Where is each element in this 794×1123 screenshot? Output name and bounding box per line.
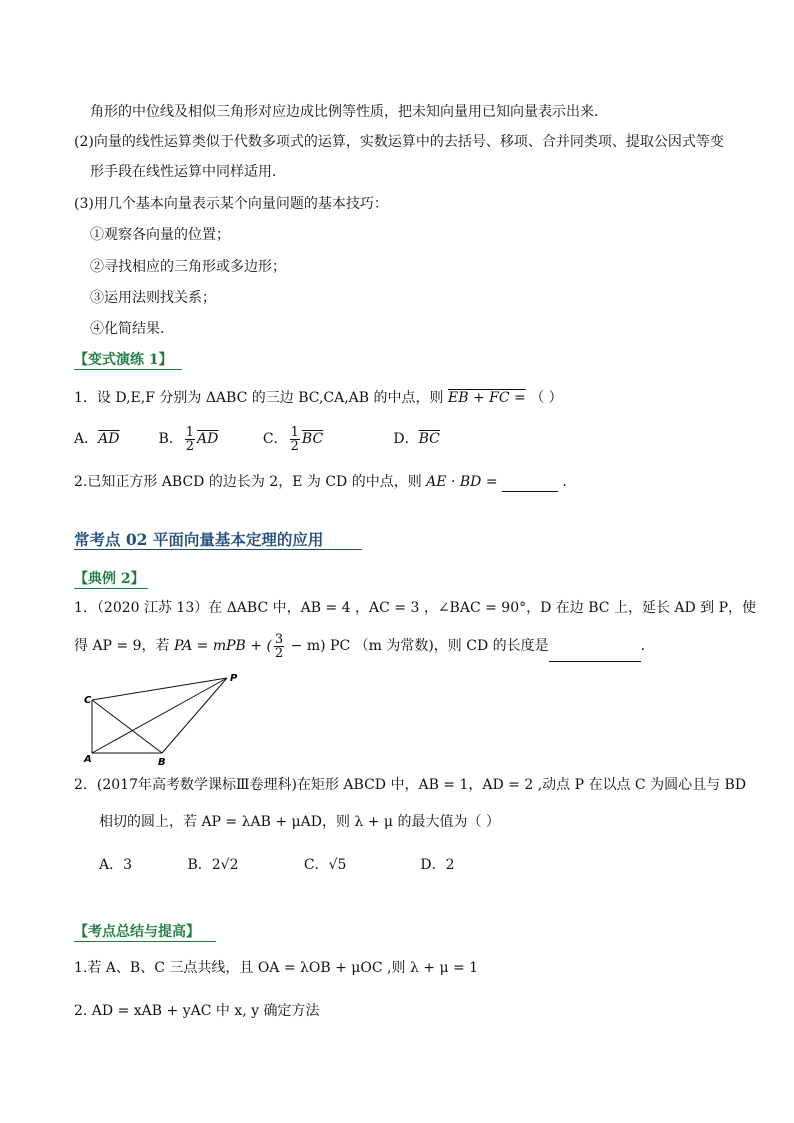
example2-q1-line2 <box>74 630 655 662</box>
variant1-q2-tail: ． <box>562 474 577 490</box>
example2-q1-tail: ． <box>640 638 655 654</box>
summary-heading: 【考点总结与提高】 <box>74 924 200 940</box>
example2-q2-options <box>99 855 500 875</box>
intro-line-6: ②寻找相应的三角形或多边形； <box>90 259 286 275</box>
intro-line-3: 形手段在线性运算中同样适用． <box>90 164 286 180</box>
variant1-q1-paren: （ ） <box>530 390 563 406</box>
intro-line-8: ④化简结果. <box>90 321 165 337</box>
q2-option-b-label: B． <box>187 857 212 873</box>
section2-title: 常考点 02 平面向量基本定理的应用 <box>74 530 324 549</box>
example2-q1-line1: 1．（2020 江苏 13）在 ΔABC 中，AB = 4 ，AC = 3 ，∠BAC = 90°，D 在边 BC 上，延长 AD 到 P，使 <box>74 600 757 616</box>
q2-option-a-label: A． <box>99 857 124 873</box>
example2-heading-underline <box>74 588 148 589</box>
q2-option-d[interactable] <box>420 855 500 875</box>
q2-option-b-value: 2√2 <box>211 857 239 873</box>
option-b[interactable] <box>158 424 258 454</box>
q2-option-c-label: C． <box>303 857 329 873</box>
variant1-q1-expr: EB + FC = <box>447 390 526 406</box>
label-p: P <box>230 673 238 684</box>
example2-q2-line1: 2．(2017年高考数学课标Ⅲ卷理科)在矩形 ABCD 中，AB = 1，AD = 2 ,动点 P 在以点 C 为圆心且与 BD <box>74 777 747 793</box>
q2-option-d-value: 2 <box>445 857 455 873</box>
variant1-q1-text: 1．设 D,E,F 分别为 ΔABC 的三边 BC,CA,AB 的中点，则 <box>74 390 448 406</box>
edge-bp <box>162 678 227 753</box>
summary-line-2: 2. AD = xAB + yAC 中 x, y 确定方法 <box>74 1003 320 1019</box>
example2-q1-fraction: $\frac{3}{2}$ <box>274 631 284 661</box>
intro-line-4: (3)用几个基本向量表示某个向量问题的基本技巧： <box>74 196 388 212</box>
option-d-vector: $\overline{BC}$ <box>418 431 440 447</box>
q2-option-b[interactable] <box>187 855 299 875</box>
option-d-label: D． <box>393 431 419 447</box>
variant1-q2-expr: AE · BD = <box>426 474 498 490</box>
option-a[interactable] <box>74 424 154 454</box>
q2-option-d-label: D． <box>420 857 446 873</box>
example2-q1-line2-a: 得 AP = 9，若 <box>74 638 174 654</box>
q2-option-c[interactable] <box>304 855 416 875</box>
intro-line-2: (2)向量的线性运算类似于代数多项式的运算，实数运算中的去括号、移项、合并同类项、提取公因式等变 <box>74 134 724 150</box>
summary-line-1: 1.若 A、B、C 三点共线，且 OA = λOB + μOC ,则 λ + μ = 1 <box>74 960 479 976</box>
variant1-q1-options <box>74 424 473 454</box>
variant1-heading: 【变式演练 1】 <box>74 352 173 368</box>
intro-line-5: ①观察各向量的位置； <box>90 227 230 243</box>
variant1-q2-blank[interactable] <box>502 475 558 492</box>
section2-title-underline <box>74 549 362 550</box>
example2-q2-line2: 相切的圆上，若 AP = λAB + μAD，则 λ + μ 的最大值为（ ） <box>99 814 500 830</box>
variant1-q1 <box>74 388 563 408</box>
option-a-vector: $\overline{AD}$ <box>98 431 120 447</box>
variant1-heading-underline <box>74 369 182 370</box>
q2-option-a-value: 3 <box>123 857 133 873</box>
option-b-fraction: $\frac{1}{2}$ <box>185 424 195 454</box>
example2-q1-line2-c: − m) PC （m 为常数)，则 CD 的长度是 <box>286 638 549 654</box>
q2-option-c-value: √5 <box>328 857 347 873</box>
q2-option-a[interactable] <box>99 855 183 875</box>
example2-q1-line2-b: PA = mPB + ( <box>173 638 272 654</box>
option-c-fraction: $\frac{1}{2}$ <box>290 424 299 454</box>
option-d[interactable] <box>393 424 473 454</box>
edge-cb <box>92 700 162 753</box>
option-b-label: B． <box>158 431 183 447</box>
option-a-label: A． <box>74 431 99 447</box>
label-b: B <box>158 757 166 768</box>
option-b-vector: $\overline{AD}$ <box>197 431 219 447</box>
intro-line-1: 角形的中位线及相似三角形对应边成比例等性质，把未知向量用已知向量表示出来． <box>90 104 608 120</box>
variant1-q2-text: 2.已知正方形 ABCD 的边长为 2，E 为 CD 的中点，则 <box>74 474 427 490</box>
label-c: C <box>84 695 92 706</box>
example2-heading: 【典例 2】 <box>74 571 145 587</box>
label-a: A <box>84 754 92 765</box>
variant1-q2 <box>74 472 576 492</box>
summary-heading-underline <box>74 941 216 942</box>
intro-line-7: ③运用法则找关系； <box>90 290 216 306</box>
example2-q1-blank[interactable] <box>549 641 641 662</box>
triangle-figure <box>82 670 242 770</box>
option-c-vector: $\overline{BC}$ <box>301 431 324 447</box>
option-c-label: C． <box>262 431 288 447</box>
option-c[interactable] <box>263 424 389 454</box>
